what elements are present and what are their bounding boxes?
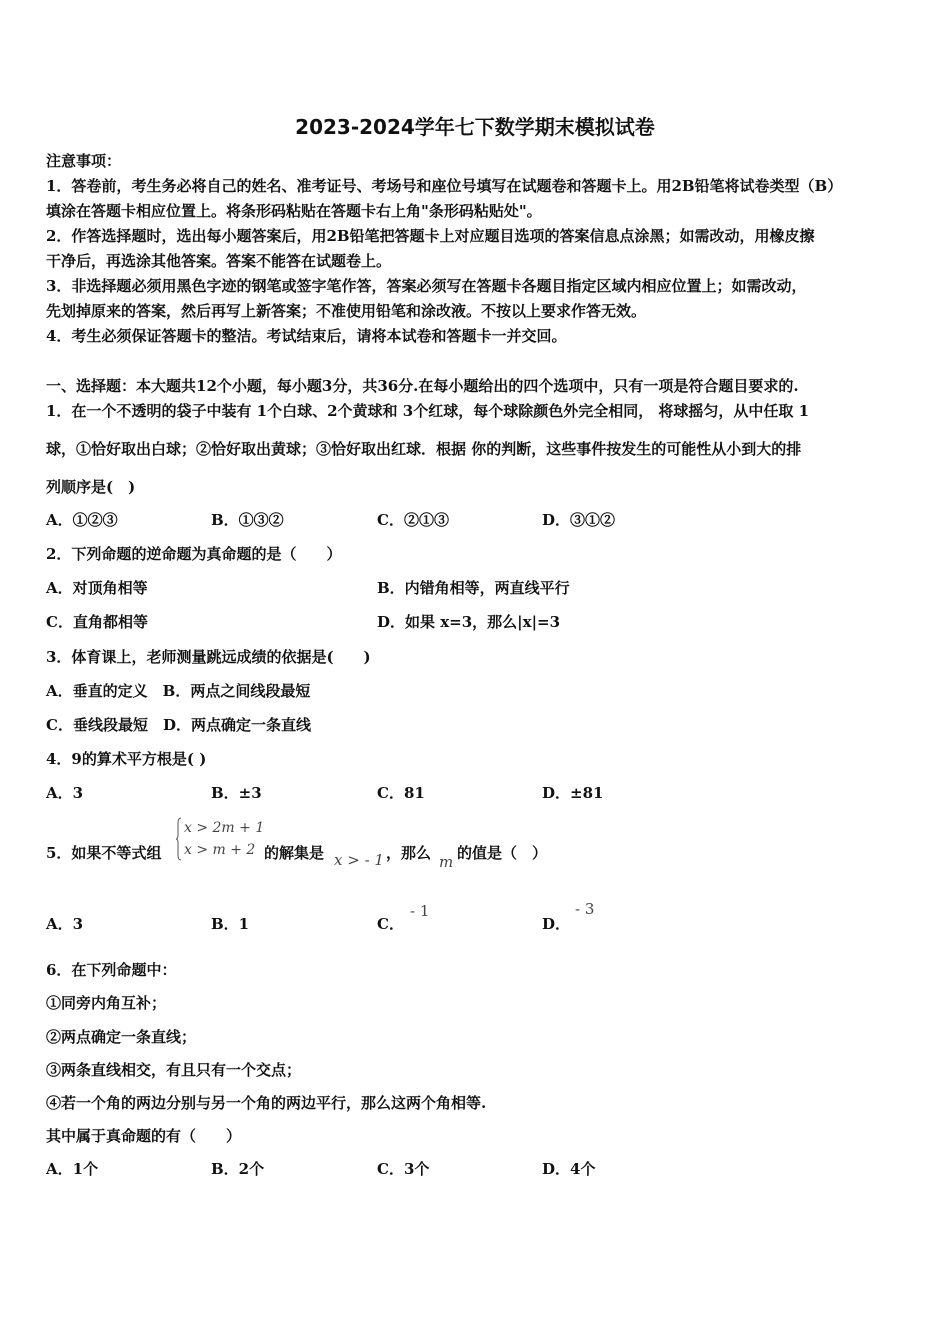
q1-option-b: B．①③② — [211, 511, 284, 529]
q4-option-a: A．3 — [46, 784, 84, 802]
variable-m: m — [439, 853, 454, 871]
q2-option-a: A．对顶角相等 — [46, 579, 148, 597]
q5-option-b: B．1 — [211, 915, 250, 933]
q6-item: ②两点确定一条直线； — [46, 1028, 197, 1046]
q6-item: ④若一个角的两边分别与另一个角的两边平行，那么这两个角相等. — [46, 1094, 487, 1112]
q5-option-a: A．3 — [46, 915, 84, 933]
question-2-stem: 2．下列命题的逆命题为真命题的是（ ） — [46, 545, 342, 563]
question-1-line: 球，①恰好取出白球；②恰好取出黄球；③恰好取出红球．根据 你的判断，这些事件按发生的可能性从小到大的排 — [46, 440, 802, 458]
q5-option-c-value: - 1 — [410, 902, 430, 920]
notice-line: 2．作答选择题时，选出每小题答案后，用2B铅笔把答题卡上对应题目选项的答案信息点涂黑；如需改动，用橡皮擦 — [46, 227, 815, 245]
question-1-line: 1．在一个不透明的袋子中装有 1个白球、2个黄球和 3个红球，每个球除颜色外完全相同， 将球摇匀，从中任取 1 — [46, 402, 810, 420]
inequality-1: x > 2m + 1 — [184, 820, 265, 836]
q4-option-b: B．±3 — [211, 784, 262, 802]
notice-line: 干净后，再选涂其他答案。答案不能答在试题卷上。 — [46, 252, 392, 270]
brace-icon — [176, 817, 182, 861]
q6-question: 其中属于真命题的有（ ） — [46, 1127, 242, 1145]
solution-expression: x > - 1 — [334, 851, 384, 869]
question-1-line: 列顺序是( ) — [46, 478, 136, 496]
notice-line: 填涂在答题卡相应位置上。将条形码粘贴在答题卡右上角"条形码粘贴处"。 — [46, 202, 542, 220]
q1-option-d: D．③①② — [542, 511, 616, 529]
q3-options-ab: A．垂直的定义 B．两点之间线段最短 — [46, 682, 311, 700]
q1-option-c: C．②①③ — [377, 511, 449, 529]
q6-item: ③两条直线相交，有且只有一个交点； — [46, 1061, 302, 1079]
q2-option-d: D．如果 x=3，那么|x|=3 — [377, 613, 561, 631]
inequality-2: x > m + 2 — [184, 842, 256, 858]
notice-line: 3．非选择题必须用黑色字迹的钢笔或签字笔作答，答案必须写在答题卡各题目指定区域内相应位置上；如需改动， — [46, 277, 807, 295]
question-5-suffix: 的值是（ ） — [457, 844, 548, 862]
notice-heading: 注意事项： — [46, 152, 122, 170]
question-5-prefix: 5．如果不等式组 — [46, 844, 162, 862]
q2-option-b: B．内错角相等，两直线平行 — [377, 579, 570, 597]
section-heading: 一、选择题：本大题共12个小题，每小题3分，共36分.在每小题给出的四个选项中，只有一项是符合题目要求的. — [46, 377, 799, 395]
page-title: 2023-2024学年七下数学期末模拟试卷 — [295, 115, 655, 139]
q6-option-b: B．2个 — [211, 1160, 265, 1178]
q1-option-a: A．①②③ — [46, 511, 118, 529]
inequality-system — [176, 817, 264, 861]
question-5-then: ，那么 — [386, 844, 432, 862]
q6-option-c: C．3个 — [377, 1160, 430, 1178]
notice-line: 先划掉原来的答案，然后再写上新答案；不准使用铅笔和涂改液。不按以上要求作答无效。 — [46, 302, 647, 320]
question-5-middle: 的解集是 — [264, 844, 325, 862]
q4-option-d: D．±81 — [542, 784, 604, 802]
question-6-stem: 6．在下列命题中： — [46, 961, 177, 979]
question-3-stem: 3．体育课上，老师测量跳远成绩的依据是( ) — [46, 648, 371, 666]
q6-option-d: D．4个 — [542, 1160, 596, 1178]
q2-option-c: C．直角都相等 — [46, 613, 148, 631]
question-4-stem: 4．9的算术平方根是( ) — [46, 750, 207, 768]
q6-option-a: A．1个 — [46, 1160, 99, 1178]
q5-option-d-value: - 3 — [575, 900, 595, 918]
q3-options-cd: C．垂线段最短 D．两点确定一条直线 — [46, 716, 311, 734]
q5-option-d: D． — [542, 915, 571, 933]
notice-line: 1．答卷前，考生务必将自己的姓名、准考证号、考场号和座位号填写在试题卷和答题卡上。用2B铅笔将试卷类型（B） — [46, 177, 843, 195]
q4-option-c: C．81 — [377, 784, 425, 802]
q5-option-c: C． — [377, 915, 404, 933]
q6-item: ①同旁内角互补； — [46, 994, 167, 1012]
notice-line: 4．考生必须保证答题卡的整洁。考试结束后，请将本试卷和答题卡一并交回。 — [46, 327, 567, 345]
